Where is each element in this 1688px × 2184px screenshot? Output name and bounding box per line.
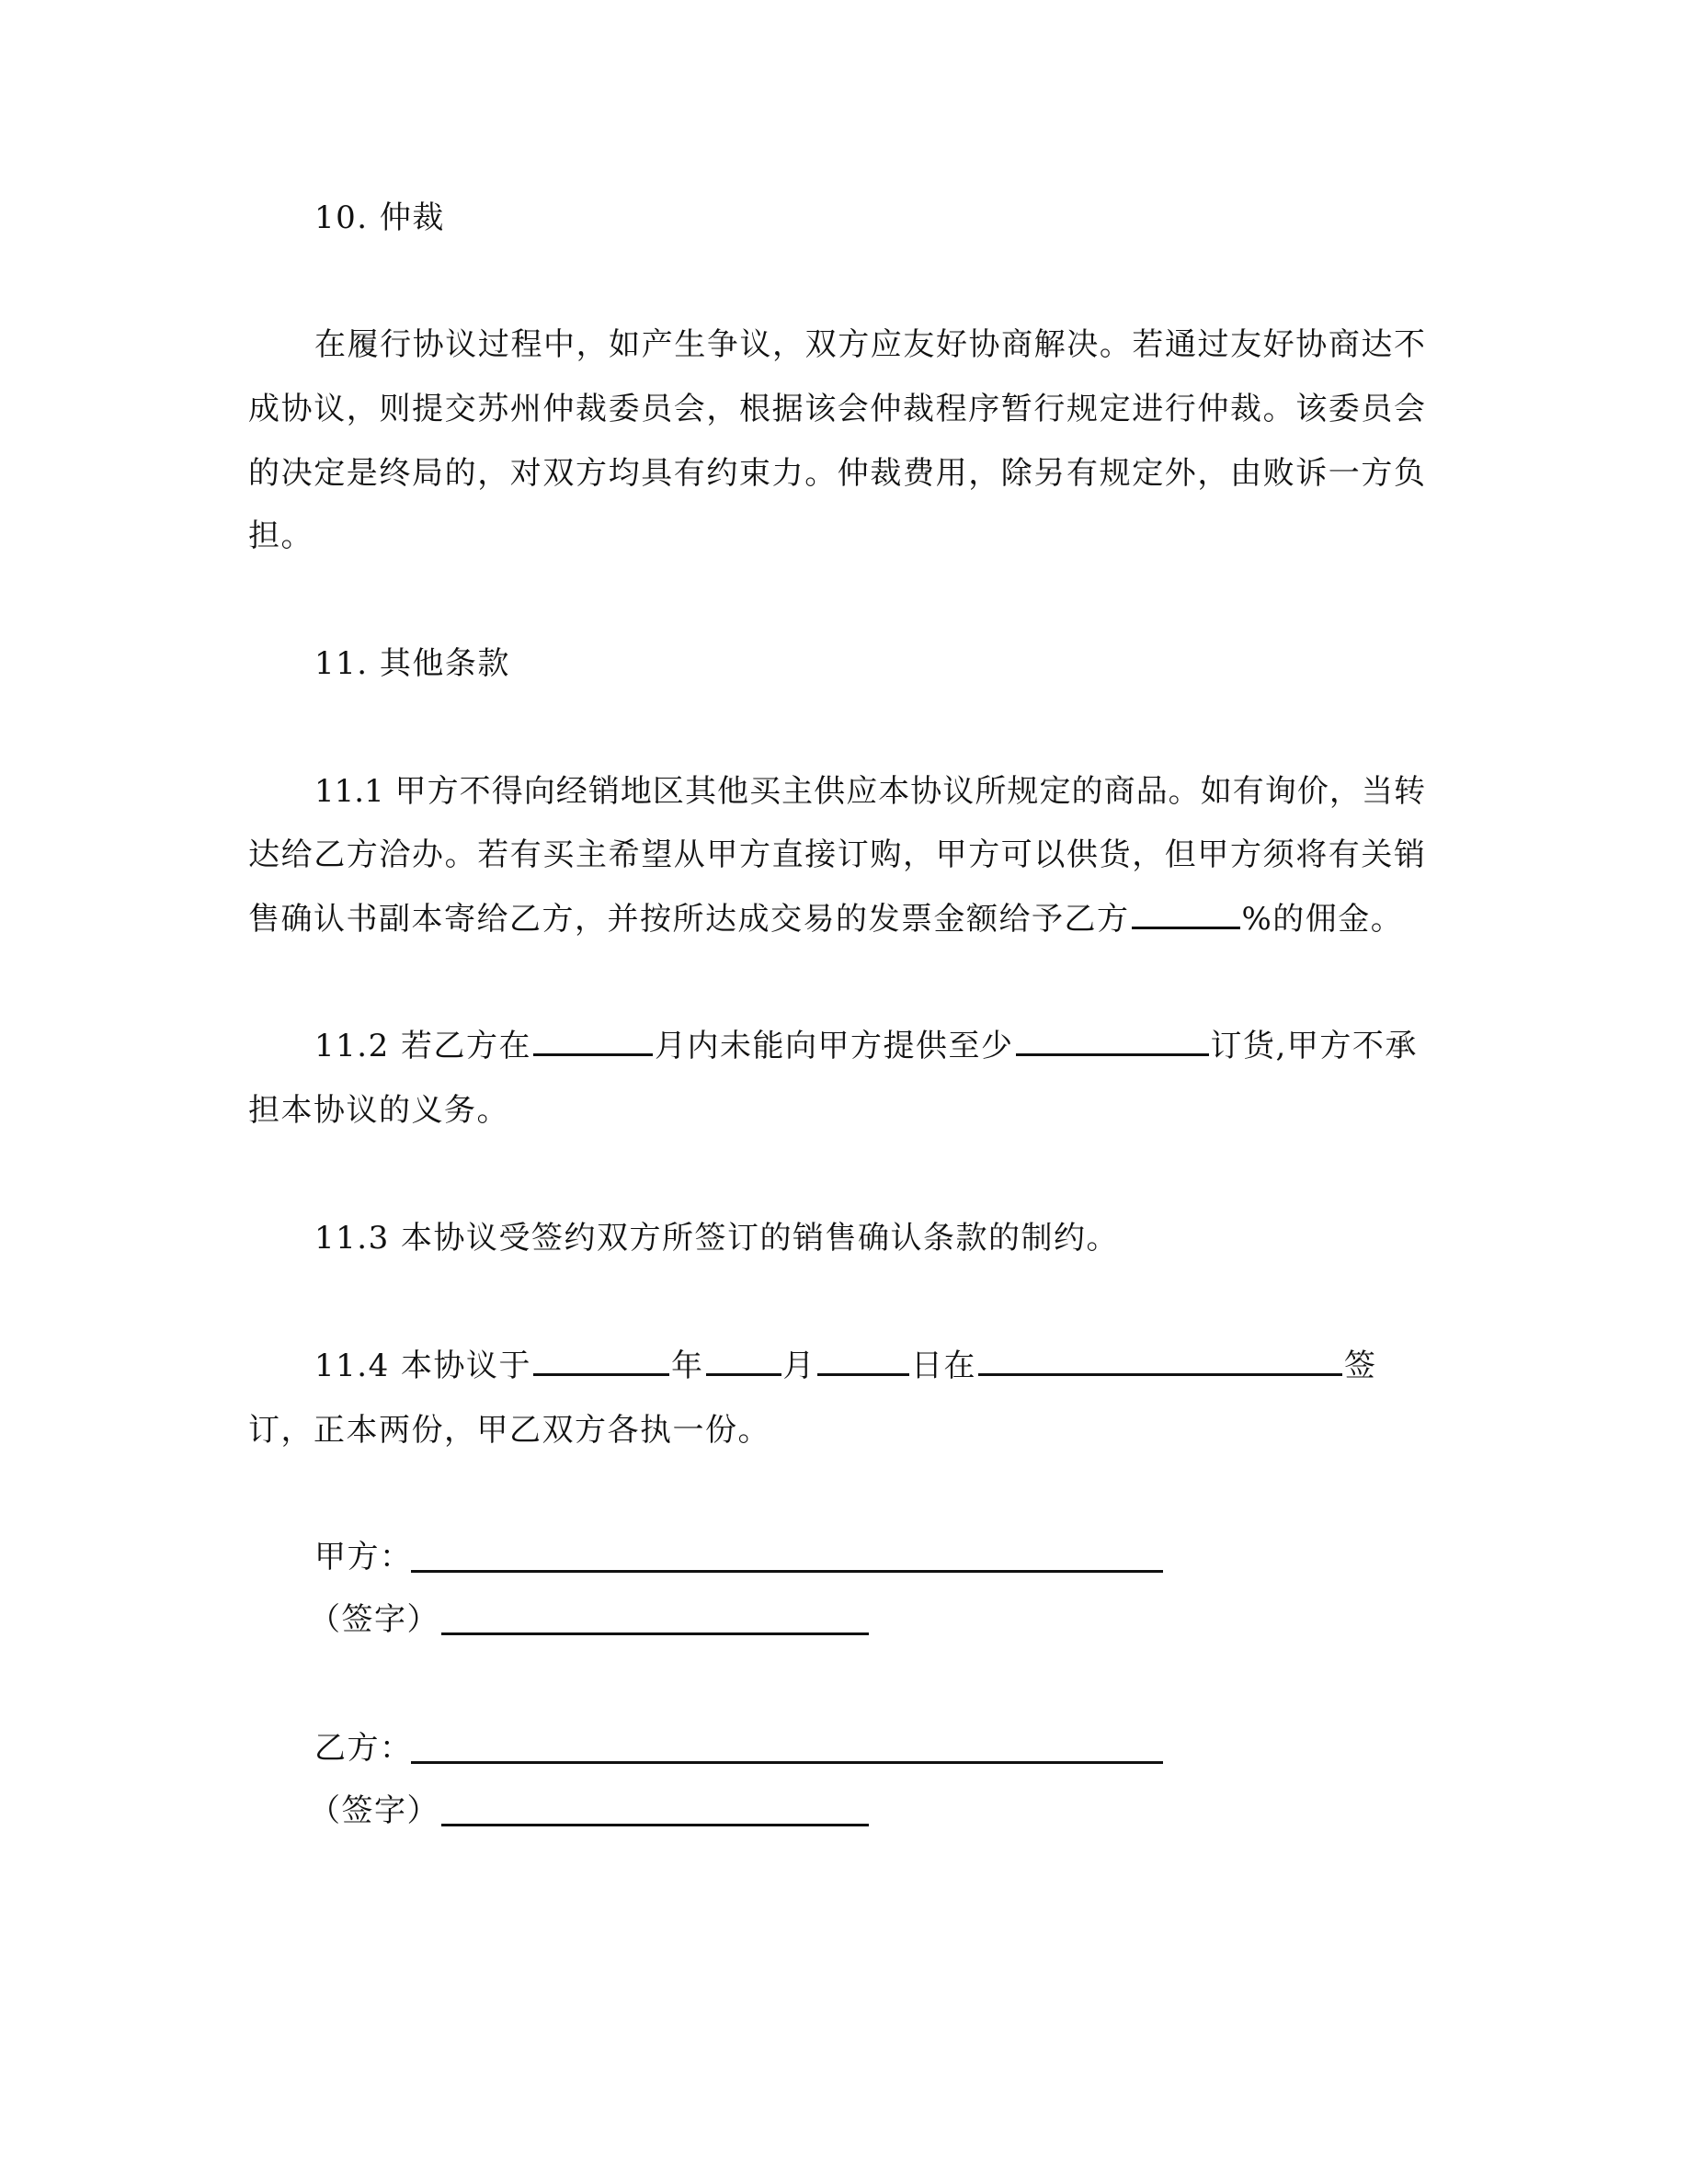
clause-11-3: 11.3 本协议受签约双方所签订的销售确认条款的制约。 xyxy=(314,1220,1120,1257)
commission-blank[interactable] xyxy=(1132,899,1240,929)
party-b-signature-field[interactable] xyxy=(441,1824,869,1826)
clause-text: %的佣金。 xyxy=(1241,901,1404,938)
year-blank[interactable] xyxy=(533,1346,669,1376)
party-b-field[interactable] xyxy=(411,1761,1163,1764)
party-a-field[interactable] xyxy=(411,1570,1163,1573)
clause-11-2-line: 担本协议的义务。 xyxy=(248,1092,509,1129)
party-a-sign-label: （签字） xyxy=(309,1601,439,1638)
party-b-label: 乙方： xyxy=(314,1730,413,1767)
clause-11-1-line: 达给乙方洽办。若有买主希望从甲方直接订购，甲方可以供货，但甲方须将有关销 xyxy=(248,836,1425,873)
order-amount-blank[interactable] xyxy=(1016,1026,1209,1056)
clause-text: 年 xyxy=(671,1348,704,1384)
clause-text: 11.2 若乙方在 xyxy=(314,1028,532,1064)
months-blank[interactable] xyxy=(533,1026,653,1056)
clause-11-4-line xyxy=(314,1343,1425,1389)
clause-text: 月 xyxy=(782,1348,816,1384)
clause-11-1-line xyxy=(248,896,1425,942)
section-10-line: 成协议，则提交苏州仲裁委员会，根据该会仲裁程序暂行规定进行仲裁。该委员会 xyxy=(248,391,1425,427)
clause-11-1-line: 11.1 甲方不得向经销地区其他买主供应本协议所规定的商品。如有询价，当转 xyxy=(314,773,1425,810)
section-10-line: 担。 xyxy=(248,518,314,554)
clause-text: 订货,甲方不承 xyxy=(1210,1028,1418,1064)
section-10-line: 的决定是终局的，对双方均具有约束力。仲裁费用，除另有规定外，由败诉一方负 xyxy=(248,455,1425,492)
place-blank[interactable] xyxy=(978,1346,1342,1376)
clause-text: 11.4 本协议于 xyxy=(314,1348,532,1384)
party-a-label: 甲方： xyxy=(314,1539,413,1575)
clause-text: 日在 xyxy=(911,1348,977,1384)
month-blank[interactable] xyxy=(706,1346,781,1376)
day-blank[interactable] xyxy=(817,1346,909,1376)
section-10-heading: 10. 仲裁 xyxy=(314,199,445,236)
party-b-sign-label: （签字） xyxy=(309,1792,439,1829)
clause-text: 售确认书副本寄给乙方，并按所达成交易的发票金额给予乙方 xyxy=(248,901,1130,938)
clause-11-4-line: 订，正本两份，甲乙双方各执一份。 xyxy=(248,1412,770,1449)
section-11-heading: 11. 其他条款 xyxy=(314,645,510,682)
clause-text: 签 xyxy=(1344,1348,1377,1384)
clause-text: 月内未能向甲方提供至少 xyxy=(655,1028,1014,1064)
party-a-signature-field[interactable] xyxy=(441,1632,869,1635)
clause-11-2-line xyxy=(314,1023,1425,1069)
section-10-line: 在履行协议过程中，如产生争议，双方应友好协商解决。若通过友好协商达不 xyxy=(314,326,1425,363)
